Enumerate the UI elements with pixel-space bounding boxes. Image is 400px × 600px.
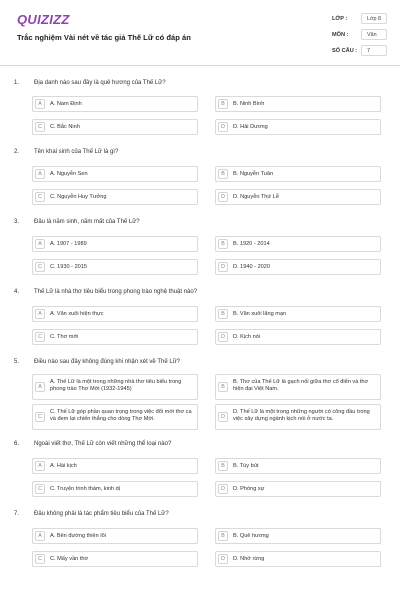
option-text: D. 1940 - 2020 [233, 264, 271, 270]
option-b[interactable] [215, 458, 381, 474]
question-text: Ngoài viết thơ, Thế Lữ còn viết những thể loại nào? [34, 441, 172, 447]
option-b[interactable] [215, 166, 381, 182]
option-letter: A [35, 382, 45, 392]
option-d[interactable] [215, 481, 381, 497]
option-b[interactable] [215, 236, 381, 252]
option-letter: C [35, 412, 45, 422]
option-letter: A [35, 169, 45, 179]
option-text: B. 1920 - 2014 [233, 241, 270, 247]
option-a[interactable] [32, 236, 198, 252]
option-letter: D [218, 484, 228, 494]
question-number: 4. [14, 289, 20, 295]
option-a[interactable] [32, 96, 198, 112]
option-text: C. Mấy vần thơ [50, 556, 89, 562]
option-c[interactable] [32, 189, 198, 205]
option-letter: A [35, 239, 45, 249]
grade-label: LỚP : [332, 16, 348, 22]
option-text: D. Nguyễn Thứ Lễ [233, 194, 279, 200]
option-text: B. Tùy bút [233, 463, 259, 469]
option-letter: A [35, 99, 45, 109]
option-letter: B [218, 309, 228, 319]
option-letter: C [35, 262, 45, 272]
option-a[interactable] [32, 458, 198, 474]
option-b[interactable] [215, 306, 381, 322]
grade-value: Lớp 8 [361, 13, 387, 24]
option-a[interactable] [32, 306, 198, 322]
question-number: 6. [14, 441, 20, 447]
option-a[interactable] [32, 374, 198, 400]
option-text: A. Văn xuôi hiện thực [50, 311, 104, 317]
option-a[interactable] [32, 528, 198, 544]
question-number: 7. [14, 511, 20, 517]
question-text: Điều nào sau đây không đúng khi nhận xét về Thế Lữ? [34, 359, 181, 365]
option-text: A. 1907 - 1989 [50, 241, 87, 247]
option-letter: D [218, 262, 228, 272]
option-text: B. Văn xuôi lãng mạn [233, 311, 287, 317]
question-count-label: SỐ CÂU : [332, 48, 358, 54]
option-letter: B [218, 461, 228, 471]
question-text: Tên khai sinh của Thế Lữ là gì? [34, 149, 119, 155]
option-letter: C [35, 192, 45, 202]
option-c[interactable] [32, 481, 198, 497]
subject-value: Văn [361, 29, 387, 40]
option-letter: B [218, 99, 228, 109]
option-b[interactable] [215, 96, 381, 112]
question-number: 5. [14, 359, 20, 365]
option-c[interactable] [32, 404, 198, 430]
worksheet-header [0, 0, 400, 66]
worksheet-title: Trắc nghiệm Vài nét về tác giả Thế Lữ có đáp án [17, 33, 191, 42]
option-text: A. Nam Định [50, 101, 82, 107]
option-letter: C [35, 554, 45, 564]
option-c[interactable] [32, 259, 198, 275]
question-text: Thế Lữ là nhà thơ tiêu biểu trong phong trào nghệ thuật nào? [34, 289, 198, 295]
option-text: C. Thơ mới [50, 334, 79, 340]
option-text: D. Hải Dương [233, 124, 268, 130]
question-text: Đâu là năm sinh, năm mất của Thế Lữ? [34, 219, 140, 225]
option-letter: A [35, 461, 45, 471]
option-text: C. Thế Lữ góp phần quan trọng trong việc đổi mới thơ ca và đem lại chiến thắng cho dòng Thơ Mới. [50, 409, 192, 422]
option-letter: B [218, 169, 228, 179]
option-b[interactable] [215, 528, 381, 544]
subject-label: MÔN : [332, 32, 349, 38]
option-d[interactable] [215, 189, 381, 205]
option-letter: B [218, 382, 228, 392]
option-text: A. Nguyễn Sen [50, 171, 88, 177]
option-d[interactable] [215, 259, 381, 275]
option-text: C. 1930 - 2015 [50, 264, 88, 270]
option-text: C. Bắc Ninh [50, 124, 80, 130]
question-count-value: 7 [361, 45, 387, 56]
option-text: A. Thế Lữ là một trong những nhà thơ tiêu biểu trong phong trào Thơ Mới (1932-1945) [50, 379, 182, 392]
option-c[interactable] [32, 551, 198, 567]
option-text: B. Nguyễn Tuân [233, 171, 274, 177]
option-text: B. Ninh Bình [233, 101, 265, 107]
option-text: A. Hài kịch [50, 463, 77, 469]
option-letter: C [35, 484, 45, 494]
option-text: A. Bên đường thiên lôi [50, 533, 106, 539]
question-text: Đâu không phải là tác phẩm tiêu biểu của Thế Lữ? [34, 511, 169, 517]
option-letter: A [35, 309, 45, 319]
option-letter: D [218, 122, 228, 132]
option-text: B. Quê hương [233, 533, 269, 539]
option-letter: B [218, 239, 228, 249]
option-d[interactable] [215, 404, 381, 430]
option-letter: D [218, 192, 228, 202]
option-d[interactable] [215, 119, 381, 135]
option-letter: D [218, 332, 228, 342]
option-c[interactable] [32, 329, 198, 345]
option-d[interactable] [215, 551, 381, 567]
option-text: C. Nguyễn Huy Tưởng [50, 194, 107, 200]
question-number: 1. [14, 80, 20, 86]
option-letter: A [35, 531, 45, 541]
option-text: D. Thế Lữ là một trong những người có công đầu trong việc xây dựng ngành kịch nói ở nước ta. [233, 409, 370, 422]
option-letter: B [218, 531, 228, 541]
question-number: 2. [14, 149, 20, 155]
quizizz-logo: QUIZIZZ [17, 12, 70, 27]
question-number: 3. [14, 219, 20, 225]
option-b[interactable] [215, 374, 381, 400]
option-d[interactable] [215, 329, 381, 345]
option-letter: C [35, 332, 45, 342]
question-text: Địa danh nào sau đây là quê hương của Thế Lữ? [34, 80, 166, 86]
option-text: D. Phóng sự [233, 486, 265, 492]
option-c[interactable] [32, 119, 198, 135]
option-text: C. Truyện trinh thám, kinh dị [50, 486, 120, 492]
option-text: D. Kịch nói [233, 334, 261, 340]
option-letter: D [218, 554, 228, 564]
option-a[interactable] [32, 166, 198, 182]
option-text: B. Thơ của Thế Lữ là gạch nối giữa thơ cổ điển và thơ hiện đại Việt Nam. [233, 379, 369, 392]
option-letter: D [218, 412, 228, 422]
option-text: D. Nhớ rừng [233, 556, 265, 562]
option-letter: C [35, 122, 45, 132]
